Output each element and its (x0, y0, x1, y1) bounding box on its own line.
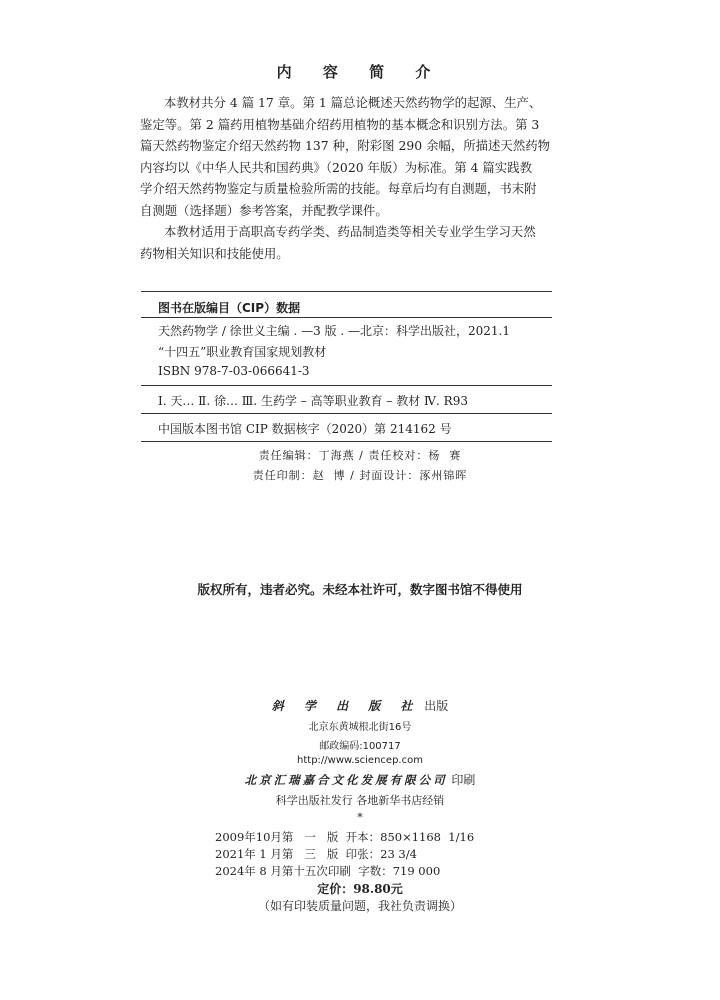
cip-isbn: ISBN 978-7-03-066641-3 (158, 364, 310, 378)
page-title: 内 容 简 介 (276, 63, 444, 81)
cip-bibliographic-line: 天然药物学 / 徐世义主编 . —3 版 . —北京：科学出版社，2021.1 (158, 324, 510, 338)
separator-star: * (357, 811, 363, 824)
intro-paragraph-2 (140, 221, 570, 264)
publisher-line (0, 697, 720, 714)
production-credits: 责任印制：赵 博 / 封面设计：涿州锦晖 (252, 469, 468, 482)
printer-suffix: 印刷 (451, 773, 476, 787)
cip-mid-rule (141, 385, 552, 386)
publisher-suffix: 出版 (424, 699, 449, 713)
intro-line: 篇天然药物鉴定介绍天然药物 137 种，附彩图 290 余幅，所描述天然药物 (140, 138, 550, 153)
cip-bottom-rule (141, 441, 552, 442)
quality-notice: （如有印装质量问题，我社负责调换） (257, 899, 462, 913)
cip-heading: 图书在版编目（CIP）数据 (158, 301, 301, 315)
intro-line: 本教材共分 4 篇 17 章。第 1 篇总论概述天然药物学的起源、生产、 (164, 95, 542, 110)
publisher-address: 北京东黄城根北街16号 (308, 722, 412, 733)
cip-top-rule (141, 291, 552, 292)
intro-line: 自测题（选择题）参考答案，并配教学课件。 (140, 202, 388, 218)
printer-name: 北京汇瑞嘉合文化发展有限公司 (244, 773, 448, 787)
cip-classification: Ⅰ. 天… Ⅱ. 徐… Ⅲ. 生药学 – 高等职业教育 – 教材 Ⅳ. R93 (158, 394, 468, 408)
printer-line (0, 771, 720, 788)
edition-row-3: 2024年 8 月第十五次印刷 字数：719 000 (215, 864, 441, 878)
cip-record-number: 中国版本图书馆 CIP 数据核字（2020）第 214162 号 (158, 422, 452, 436)
edition-row-1: 2009年10月第 一 版 开本：850×1168 1/16 (215, 830, 475, 844)
intro-line: 鉴定等。第 2 篇药用植物基础介绍药用植物的基本概念和识别方法。第 3 (140, 116, 540, 132)
intro-line: 内容均以《中华人民共和国药典》（2020 年版）为标准。第 4 篇实践教 (140, 159, 532, 175)
publisher-url: http://www.sciencep.com (297, 755, 423, 766)
intro-paragraph-1 (140, 92, 570, 221)
publisher-postcode: 邮政编码:100717 (319, 741, 401, 752)
edition-row-2: 2021年 1 月第 三 版 印张：23 3/4 (215, 847, 417, 861)
cip-mid-rule-2 (141, 413, 552, 414)
intro-line: 学介绍天然药物鉴定与质量检验所需的技能。每章后均有自测题，书末附 (140, 181, 537, 196)
distribution-line: 科学出版社发行 各地新华书店经销 (275, 794, 445, 807)
price: 定价：98.80元 (317, 882, 403, 896)
publisher-name: 斜 学 出 版 社 (271, 699, 421, 713)
editor-credits: 责任编辑：丁海燕 / 责任校对：杨 赛 (258, 449, 462, 462)
cip-series-line: “十四五”职业教育国家规划教材 (158, 345, 327, 359)
copyright-notice: 版权所有，违者必究。未经本社许可，数字图书馆不得使用 (197, 582, 523, 597)
intro-line: 药物相关知识和技能使用。 (140, 245, 289, 261)
intro-line: 本教材适用于高职高专药学类、药品制造类等相关专业学生学习天然 (164, 224, 536, 239)
cip-heading-rule (141, 317, 552, 318)
